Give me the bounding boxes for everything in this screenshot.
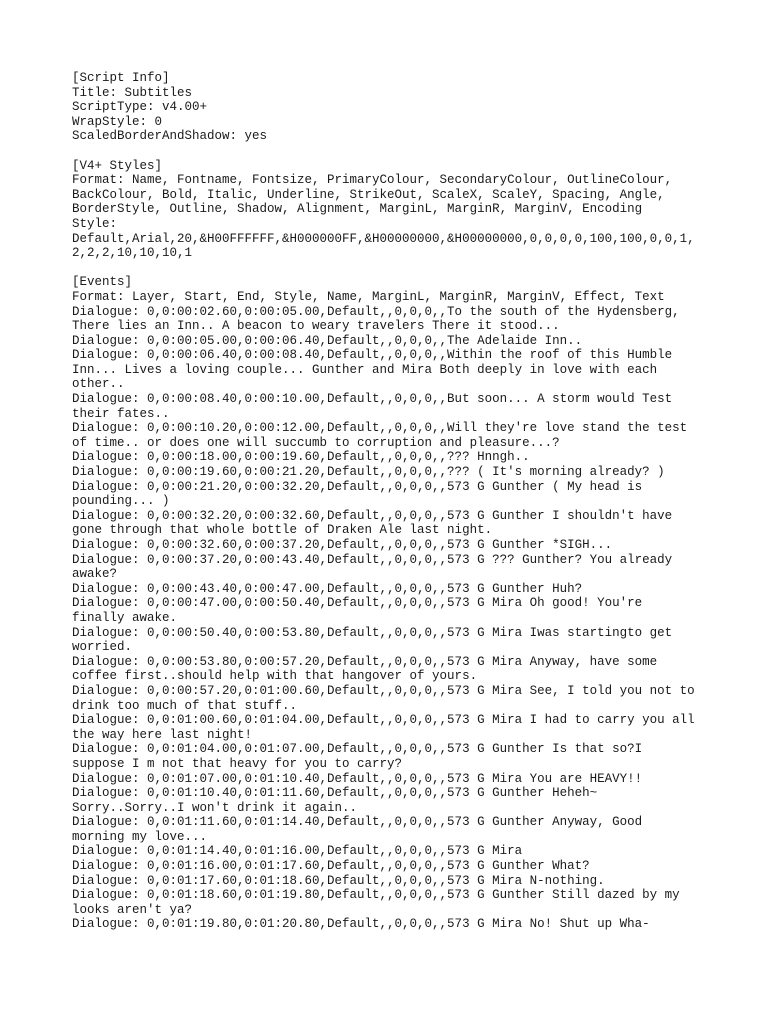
dialogue-line: Dialogue: 0,0:00:32.20,0:00:32.60,Default,,0,0,0,,573 G Gunther I shouldn't have <box>72 508 673 523</box>
text-line: morning my love... <box>72 829 208 844</box>
text-line: their fates.. <box>72 406 170 421</box>
dialogue-line: Dialogue: 0,0:01:11.60,0:01:14.40,Default,,0,0,0,,573 G Gunther Anyway, Good <box>72 815 643 830</box>
dialogue-line: Dialogue: 0,0:00:18.00,0:00:19.60,Default,,0,0,0,,??? Hnngh.. <box>72 450 530 465</box>
text-line: There lies an Inn.. A beacon to weary travelers There it stood... <box>72 319 560 334</box>
dialogue-line: Dialogue: 0,0:01:18.60,0:01:19.80,Default,,0,0,0,,573 G Gunther Still dazed by my <box>72 888 680 903</box>
section-header: [Script Info] <box>72 71 170 85</box>
dialogue-line: Dialogue: 0,0:01:10.40,0:01:11.60,Default,,0,0,0,,573 G Gunther Heheh~ <box>72 786 598 801</box>
text-line: pounding... ) <box>72 494 170 509</box>
dialogue-line: Dialogue: 0,0:00:21.20,0:00:32.20,Default,,0,0,0,,573 G Gunther ( My head is <box>72 479 643 494</box>
dialogue-line: Dialogue: 0,0:00:10.20,0:00:12.00,Default,,0,0,0,,Will they're love stand the test <box>72 421 688 436</box>
dialogue-line: Dialogue: 0,0:00:05.00,0:00:06.40,Default,,0,0,0,,The Adelaide Inn.. <box>72 333 583 348</box>
text-line: 2,2,2,10,10,10,1 <box>72 246 193 261</box>
dialogue-line: Dialogue: 0,0:00:37.20,0:00:43.40,Default,,0,0,0,,573 G ??? Gunther? You already <box>72 552 673 567</box>
blank-line <box>72 144 722 159</box>
text-line: BackColour, Bold, Italic, Underline, StrikeOut, ScaleX, ScaleY, Spacing, Angle, <box>72 187 665 202</box>
dialogue-line: Dialogue: 0,0:01:14.40,0:01:16.00,Default,,0,0,0,,573 G Mira <box>72 844 523 859</box>
text-line: ScaledBorderAndShadow: yes <box>72 129 268 144</box>
subtitle-script-document <box>72 71 722 932</box>
dialogue-line: Dialogue: 0,0:00:43.40,0:00:47.00,Default,,0,0,0,,573 G Gunther Huh? <box>72 581 583 596</box>
text-line: Title: Subtitles <box>72 85 193 100</box>
dialogue-line: Dialogue: 0,0:00:50.40,0:00:53.80,Default,,0,0,0,,573 G Mira Iwas startingto get <box>72 625 673 640</box>
dialogue-line: Dialogue: 0,0:01:17.60,0:01:18.60,Default,,0,0,0,,573 G Mira N-nothing. <box>72 873 605 888</box>
text-line: looks aren't ya? <box>72 902 193 917</box>
text-line: Inn... Lives a loving couple... Gunther and Mira Both deeply in love with each <box>72 362 658 377</box>
dialogue-line: Dialogue: 0,0:01:19.80,0:01:20.80,Default,,0,0,0,,573 G Mira No! Shut up Wha- <box>72 917 650 932</box>
text-line: Default,Arial,20,&H00FFFFFF,&H000000FF,&H00000000,&H00000000,0,0,0,0,100,100,0,0,1, <box>72 231 695 246</box>
text-line: coffee first..should help with that hangover of yours. <box>72 669 478 684</box>
text-line: ScriptType: v4.00+ <box>72 100 208 115</box>
dialogue-line: Dialogue: 0,0:01:07.00,0:01:10.40,Default,,0,0,0,,573 G Mira You are HEAVY!! <box>72 771 643 786</box>
text-line: Style: <box>72 216 118 231</box>
dialogue-line: Dialogue: 0,0:00:06.40,0:00:08.40,Default,,0,0,0,,Within the roof of this Humble <box>72 348 673 363</box>
dialogue-line: Dialogue: 0,0:01:00.60,0:01:04.00,Default,,0,0,0,,573 G Mira I had to carry you all <box>72 713 695 728</box>
dialogue-line: Dialogue: 0,0:00:53.80,0:00:57.20,Default,,0,0,0,,573 G Mira Anyway, have some <box>72 654 658 669</box>
text-line: of time.. or does one will succumb to corruption and pleasure...? <box>72 435 560 450</box>
dialogue-line: Dialogue: 0,0:00:08.40,0:00:10.00,Default,,0,0,0,,But soon... A storm would Test <box>72 392 673 407</box>
text-line: the way here last night! <box>72 727 253 742</box>
text-line: worried. <box>72 640 133 655</box>
section-header: [V4+ Styles] <box>72 158 163 173</box>
text-line: WrapStyle: 0 <box>72 114 163 129</box>
text-line: BorderStyle, Outline, Shadow, Alignment, MarginL, MarginR, MarginV, Encoding <box>72 202 643 217</box>
text-line: gone through that whole bottle of Draken Ale last night. <box>72 523 493 538</box>
text-line: awake? <box>72 567 118 582</box>
text-line: Sorry..Sorry..I won't drink it again.. <box>72 800 358 815</box>
dialogue-line: Dialogue: 0,0:00:32.60,0:00:37.20,Default,,0,0,0,,573 G Gunther *SIGH... <box>72 538 613 552</box>
dialogue-line: Dialogue: 0,0:00:57.20,0:01:00.60,Default,,0,0,0,,573 G Mira See, I told you not to <box>72 683 695 698</box>
text-line: other.. <box>72 377 125 392</box>
blank-line <box>72 261 722 276</box>
format-line: Format: Name, Fontname, Fontsize, PrimaryColour, SecondaryColour, OutlineColour, <box>72 173 673 188</box>
dialogue-line: Dialogue: 0,0:00:19.60,0:00:21.20,Default,,0,0,0,,??? ( It's morning already? ) <box>72 465 665 480</box>
text-line: finally awake. <box>72 610 178 625</box>
dialogue-line: Dialogue: 0,0:01:04.00,0:01:07.00,Default,,0,0,0,,573 G Gunther Is that so?I <box>72 742 643 757</box>
dialogue-line: Dialogue: 0,0:01:16.00,0:01:17.60,Default,,0,0,0,,573 G Gunther What? <box>72 859 590 874</box>
dialogue-line: Dialogue: 0,0:00:47.00,0:00:50.40,Default,,0,0,0,,573 G Mira Oh good! You're <box>72 596 643 611</box>
text-line: suppose I m not that heavy for you to carry? <box>72 756 403 771</box>
dialogue-line: Dialogue: 0,0:00:02.60,0:00:05.00,Default,,0,0,0,,To the south of the Hydensberg, <box>72 304 680 319</box>
text-line: drink too much of that stuff.. <box>72 698 298 713</box>
format-line: Format: Layer, Start, End, Style, Name, MarginL, MarginR, MarginV, Effect, Text <box>72 289 665 304</box>
section-header: [Events] <box>72 275 133 290</box>
